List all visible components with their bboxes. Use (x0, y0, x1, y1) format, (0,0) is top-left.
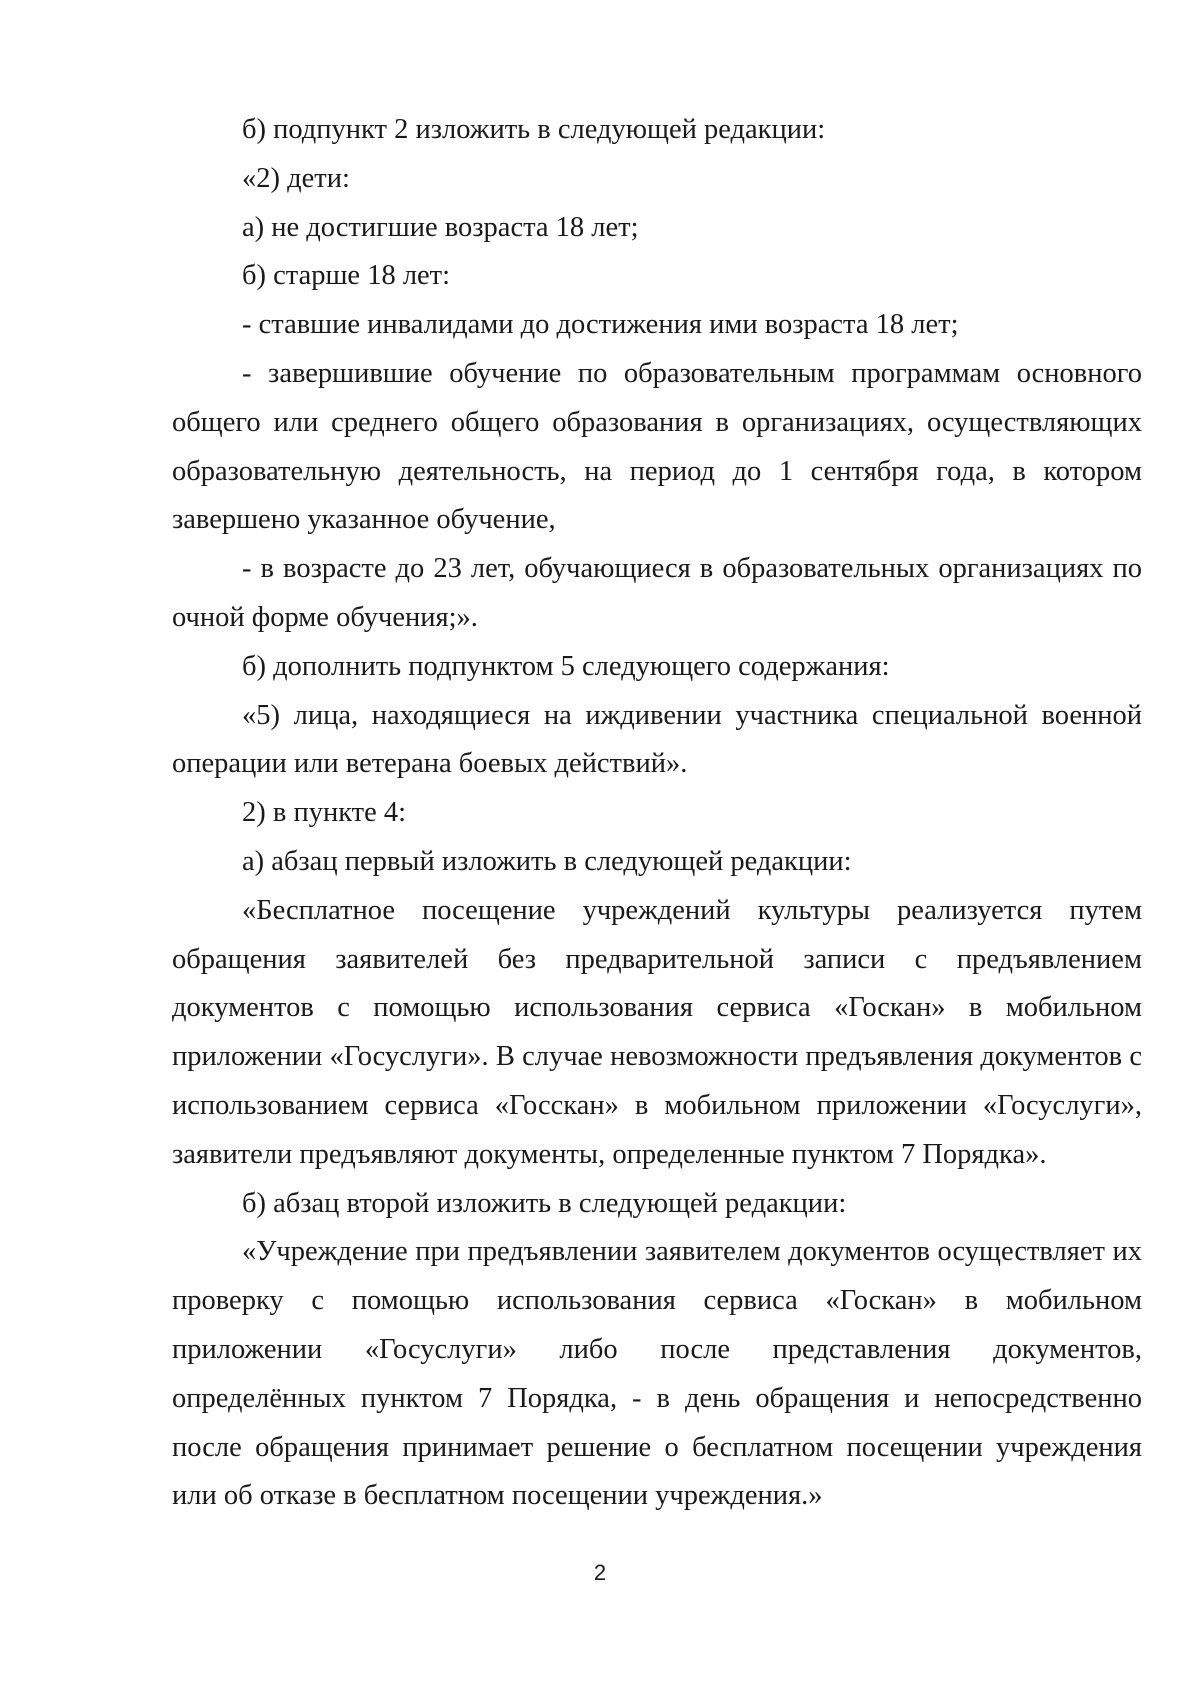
page-number: 2 (593, 1560, 607, 1585)
paragraph-free-visit-procedure: «Бесплатное посещение учреждений культуры реализуется путем обращения заявителей без предварительной записи с предъявлением документов с помощью использования сервиса «Госкан» в мобильном приложении «Госуслуги». В случае невозможности предъявления документов с использованием сервиса «Госскан» в мобильном приложении «Госуслуги», заявители предъявляют документы, определенные пунктом 7 Порядка». (172, 894, 1142, 1170)
paragraph-disabled-before-18: - ставшие инвалидами до достижения ими возраста 18 лет; (242, 309, 959, 341)
paragraph-add-subitem-5: б) дополнить подпунктом 5 следующего содержания: (242, 650, 890, 682)
paragraph-under-18: а) не достигшие возраста 18 лет; (242, 211, 639, 243)
paragraph-second-abzac-intro: б) абзац второй изложить в следующей редакции: (242, 1187, 847, 1219)
paragraph-dependents: «5) лица, находящиеся на иждивении участника специальной военной операции или ветерана боевых действий». (172, 699, 1142, 780)
paragraph-students-under-23: - в возрасте до 23 лет, обучающиеся в образовательных организациях по очной форме обучения;». (172, 553, 1142, 633)
paragraph-item-4: 2) в пункте 4: (242, 797, 407, 829)
paragraph-institution-check: «Учреждение при предъявлении заявителем документов осуществляет их проверку с помощью использования сервиса «Госкан» в мобильном приложении «Госуслуги» либо после представления документов, определённых пунктом 7 Порядка, - в день обращения и непосредственно после обращения принимает решение о бесплатном посещении учреждения или об отказе в бесплатном посещении учреждения.» (172, 1236, 1142, 1512)
document-body (172, 106, 1142, 1521)
paragraph-completed-education: - завершившие обучение по образовательным программам основного общего или среднего общего образования в организациях, осуществляющих образовательную деятельность, на период до 1 сентября года, в котором завершено указанное обучение, (172, 357, 1142, 536)
paragraph-over-18: б) старше 18 лет: (242, 260, 451, 292)
paragraph-first-abzac-intro: а) абзац первый изложить в следующей редакции: (242, 845, 852, 877)
paragraph-children-heading: «2) дети: (242, 162, 350, 194)
paragraph-subitem-2-intro: б) подпункт 2 изложить в следующей редакции: (242, 114, 826, 145)
